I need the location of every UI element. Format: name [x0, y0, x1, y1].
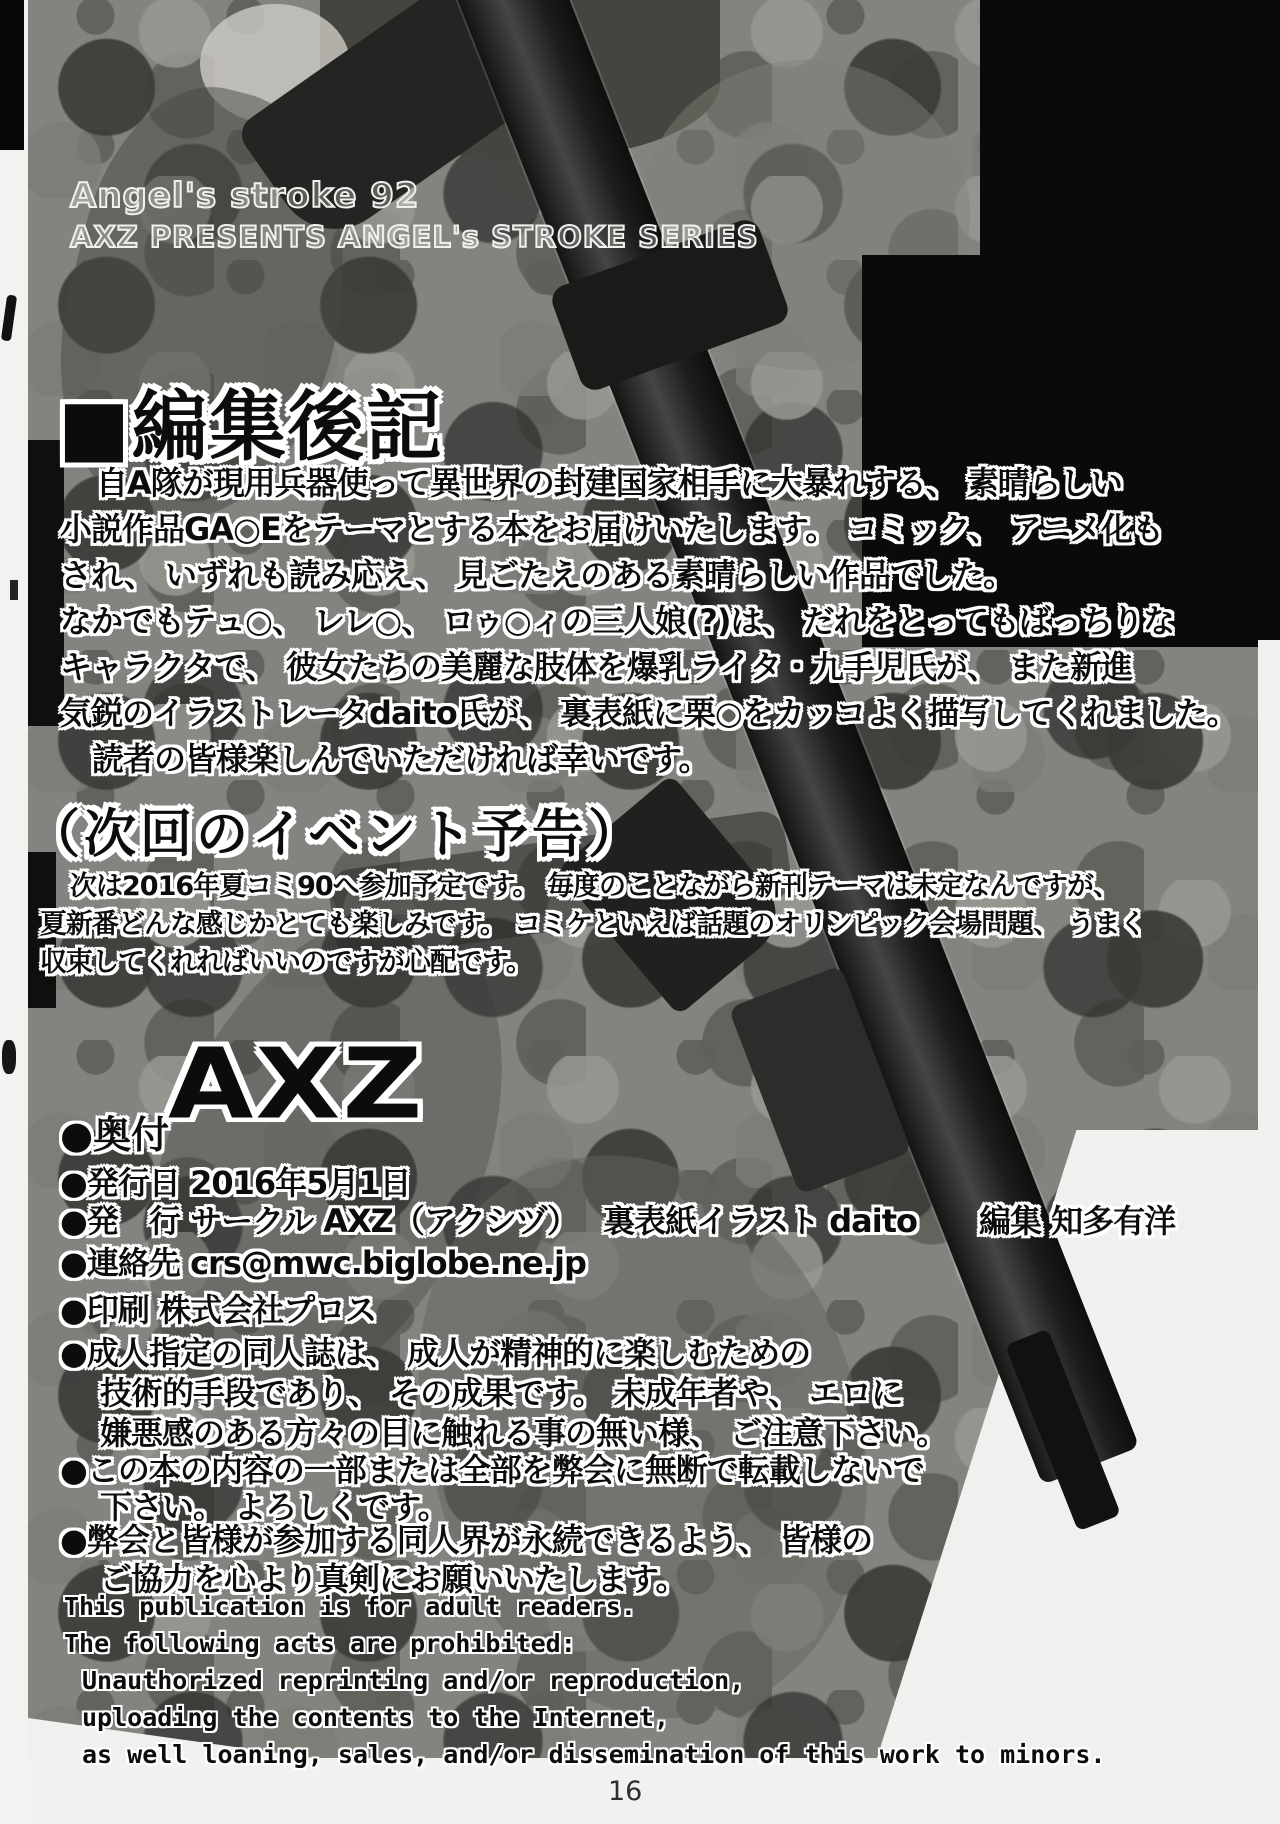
- colophon-line: ●発行日 2016年5月1日: [60, 1164, 411, 1202]
- black-background-top-right: [980, 0, 1280, 262]
- next-event-line: 夏新番どんな感じかとても楽しみです。 コミケといえば話題のオリンピック会場問題、 うまく: [40, 909, 1146, 940]
- circle-logo: AXZ: [168, 1028, 425, 1142]
- afterword-line: 自A隊が現用兵器使って異世界の封建国家相手に大暴れする、 素晴らしい: [96, 464, 1122, 502]
- colophon-line: ●弊会と皆様が参加する同人界が永続できるよう、 皆様の: [60, 1521, 873, 1559]
- afterword-heading: ■編集後記: [58, 382, 444, 471]
- colophon-line: ●成人指定の同人誌は、 成人が精神的に楽しむための: [60, 1334, 811, 1372]
- colophon-line: 技術的手段であり、 その成果です。 未成年者や、 エロに: [100, 1374, 903, 1412]
- colophon-line-email: ●連絡先 crs@mwc.biglobe.ne.jp: [60, 1244, 586, 1282]
- afterword-line: され、 いずれも読み応え、 見ごたえのある素晴らしい作品でした。: [60, 556, 1015, 594]
- scan-artifact: [0, 0, 24, 150]
- next-event-line: 収束してくれればいいのですが心配です。: [40, 947, 532, 978]
- afterword-line: 気鋭のイラストレータdaito氏が、 裏表紙に栗○をカッコよく描写してくれました。: [60, 694, 1238, 732]
- english-notice-line: Unauthorized reprinting and/or reproduction,: [82, 1666, 745, 1695]
- english-notice-line: This publication is for adult readers.: [64, 1592, 636, 1621]
- colophon-line: ご協力を心より真剣にお願いいたします。: [100, 1560, 687, 1598]
- scan-artifact: [2, 1040, 16, 1074]
- scan-artifact: [10, 580, 18, 600]
- colophon-line: ●印刷 株式会社プロス: [60, 1291, 377, 1329]
- black-background-left: [28, 440, 64, 726]
- english-notice-line: The following acts are prohibited:: [64, 1629, 576, 1658]
- colophon-line: ●この本の内容の一部または全部を弊会に無断で転載しないで: [60, 1451, 924, 1489]
- scan-edge-strip: [0, 0, 28, 1824]
- next-event-heading: （次回のイベント予告）: [28, 805, 645, 865]
- colophon-line: ●発 行 サークル AXZ（アクシヅ） 裏表紙イラスト daito 編集 知多有洋: [60, 1202, 1176, 1240]
- afterword-line: 読者の皆様楽しんでいただければ幸いです。: [92, 740, 710, 778]
- afterword-line: なかでもテュ○、 レレ○、 ロゥ○ィの三人娘(?)は、 だれをとってもばっちりな: [60, 602, 1174, 640]
- colophon-line: 嫌悪感のある方々の目に触れる事の無い様、 ご注意下さい。: [100, 1414, 948, 1452]
- okuzuke-label: ●奥付: [60, 1113, 170, 1157]
- colophon-line: 下さい。 よろしくです。: [100, 1488, 449, 1526]
- afterword-line: 小説作品GA○Eをテーマとする本をお届けいたします。 コミック、 アニメ化も: [60, 510, 1164, 548]
- next-event-line: 次は2016年夏コミ90へ参加予定です。 毎度のことながら新刊テーマは未定なんですが、: [70, 871, 1119, 902]
- series-subtitle: AXZ PRESENTS ANGEL's STROKE SERIES: [70, 220, 759, 254]
- english-notice-line: as well loaning, sales, and/or dissemination of this work to minors.: [82, 1740, 1106, 1769]
- series-title: Angel's stroke 92: [70, 176, 420, 216]
- english-notice-line: uploading the contents to the Internet,: [82, 1703, 669, 1732]
- page-number: 16: [608, 1776, 643, 1807]
- afterword-line: キャラクタで、 彼女たちの美麗な肢体を爆乳ライタ・九手児氏が、 また新進: [60, 648, 1133, 686]
